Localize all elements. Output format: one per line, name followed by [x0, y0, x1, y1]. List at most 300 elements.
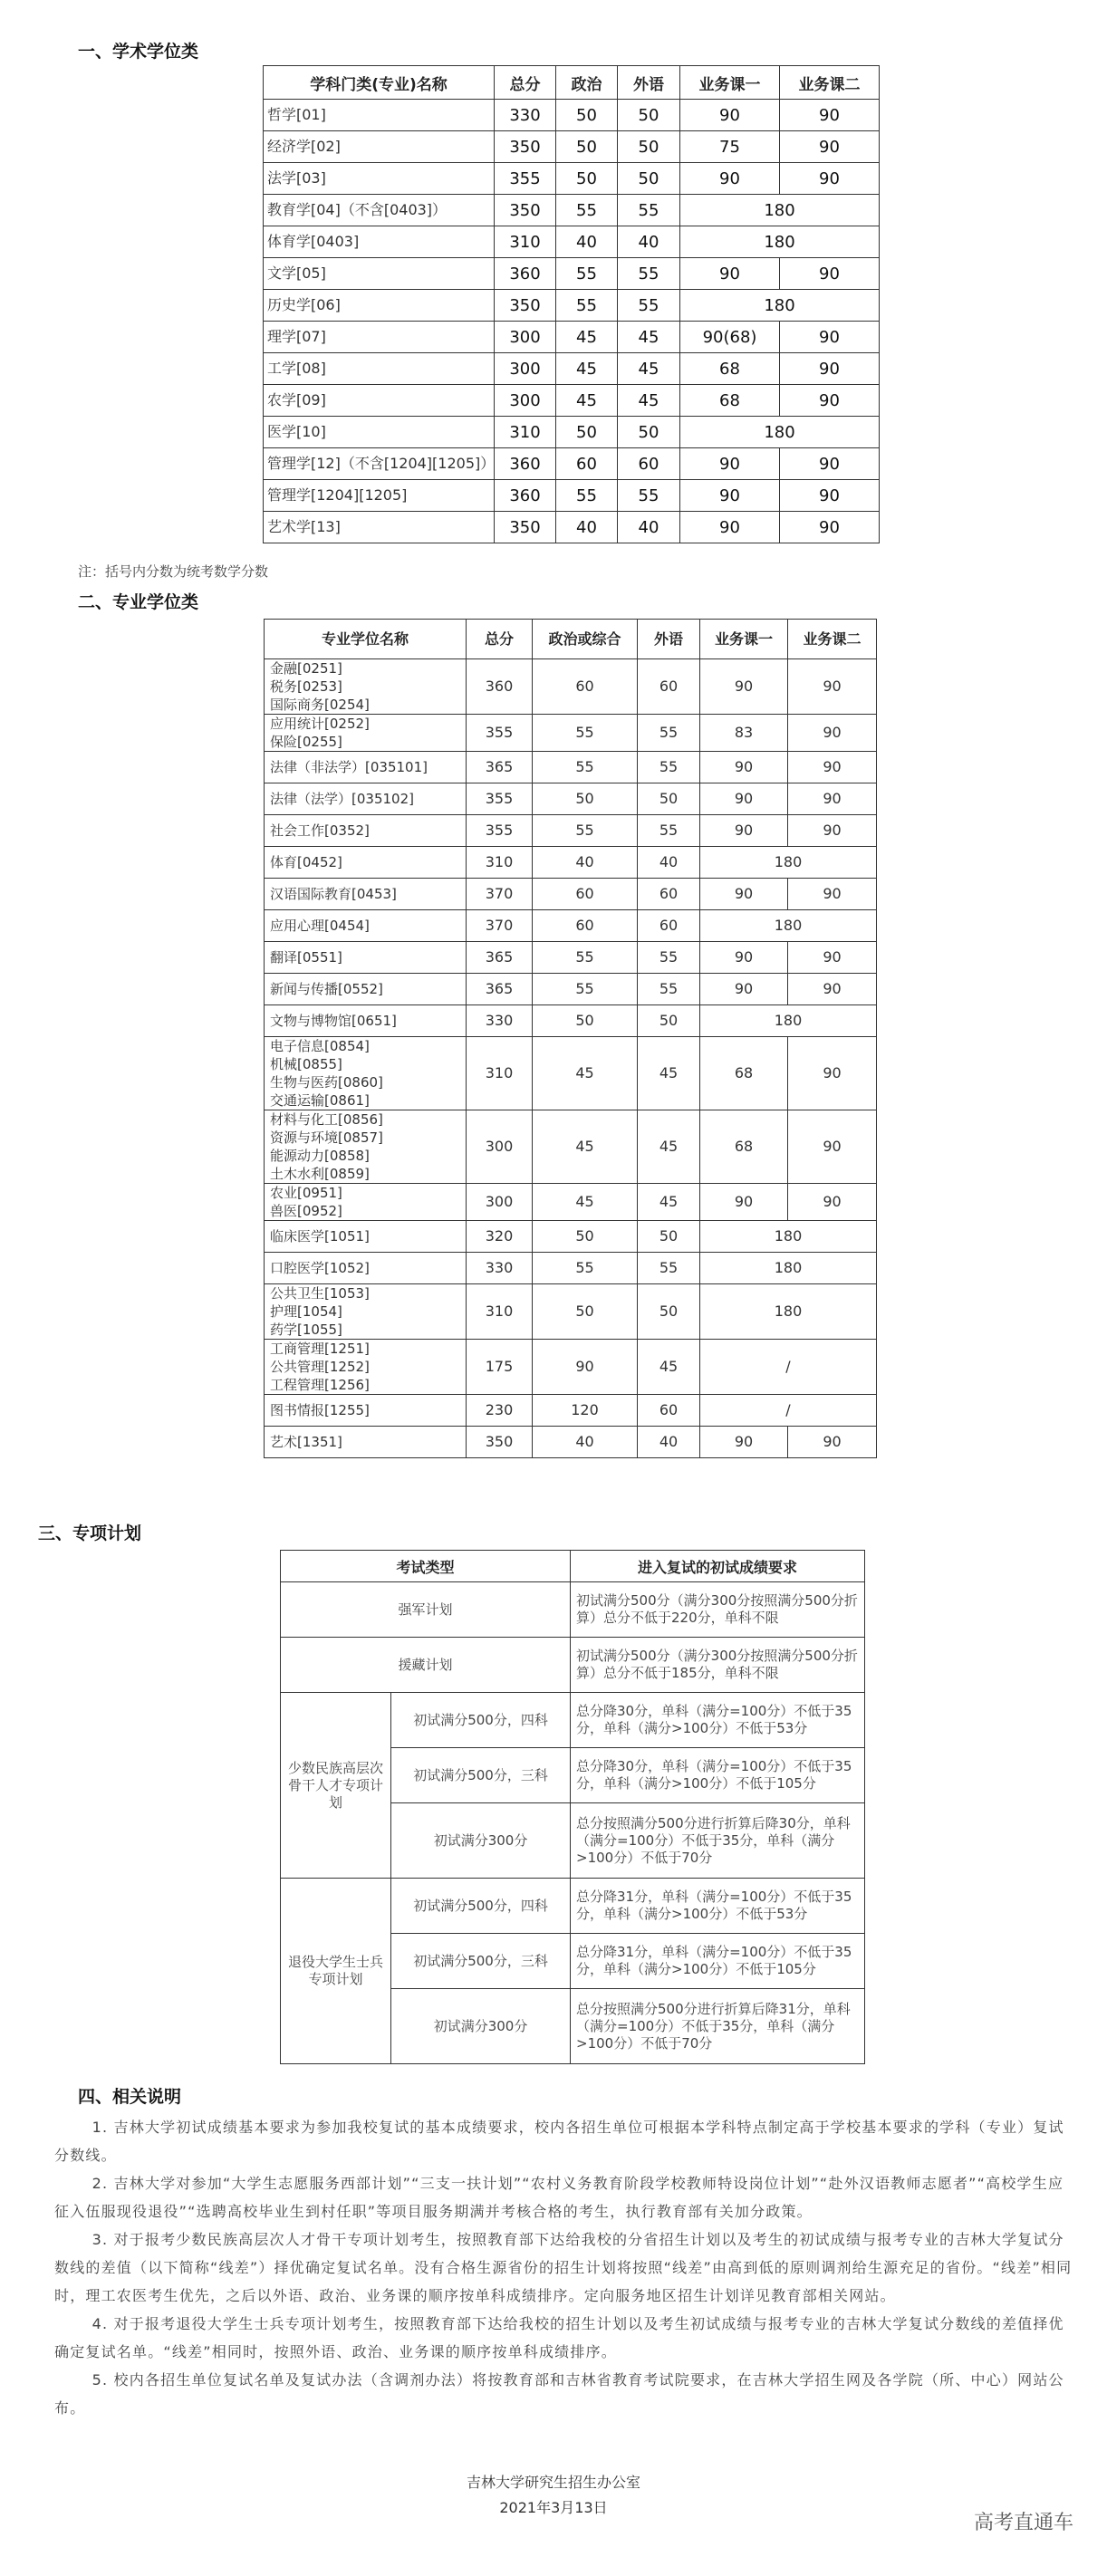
- table-cell: 360: [495, 258, 556, 290]
- table-row: [265, 715, 877, 752]
- table-cell: 50: [533, 783, 638, 815]
- table-cell: 300: [467, 1110, 533, 1184]
- degree-name-cell: [265, 1037, 467, 1110]
- table-row: [265, 1340, 877, 1395]
- degree-name: 公共管理[1252]: [270, 1359, 370, 1375]
- table-cell: 230: [467, 1395, 533, 1427]
- table-cell: 40: [533, 1427, 638, 1458]
- table-cell: 90: [680, 258, 780, 290]
- table-cell: 90: [788, 715, 877, 752]
- degree-name-cell: [265, 1395, 467, 1427]
- requirement-cell: 总分降30分，单科（满分=100分）不低于35分，单科（满分>100分）不低于105分: [571, 1748, 865, 1803]
- table-cell: 330: [467, 1253, 533, 1284]
- table-cell: 90: [700, 1184, 788, 1221]
- degree-name: 药学[1055]: [270, 1322, 342, 1338]
- table-row: [264, 353, 880, 385]
- table-cell: 45: [556, 385, 618, 417]
- table-cell: 体育学[0403]: [264, 226, 495, 258]
- table-cell: 哲学[01]: [264, 100, 495, 131]
- special-plan-table: [280, 1550, 865, 2064]
- degree-name: 临床医学[1051]: [270, 1228, 370, 1245]
- table-cell: 50: [638, 1221, 700, 1253]
- note-item: 3. 对于报考少数民族高层次人才骨干专项计划考生，按照教育部下达给我校的分省招生计划以及考生的初试成绩与报考专业的吉林大学复试分数线的差值（以下简称“线差”）择优确定复试名单。没有合格生源省份的招生计划将按照“线差”由高到低的原则调剂给生源充足的省份。“线差”相同时，理工农医考生优先，之后以外语、政治、业务课的顺序按单科成绩排序。定向服务地区招生计划详见教育部相关网站。: [54, 2231, 1073, 2304]
- degree-name: 资源与环境[0857]: [270, 1129, 383, 1146]
- table-cell: 50: [556, 100, 618, 131]
- table-cell: 90: [780, 163, 880, 195]
- table-cell: 90: [780, 100, 880, 131]
- header-cell: 进入复试的初试成绩要求: [571, 1551, 865, 1582]
- table-row: [265, 942, 877, 974]
- table-cell: 90: [533, 1340, 638, 1395]
- degree-name: 税务[0253]: [270, 678, 342, 695]
- degree-name: 金融[0251]: [270, 660, 342, 677]
- note-item: 1. 吉林大学初试成绩基本要求为参加我校复试的基本成绩要求，校内各招生单位可根据本学科特点制定高于学校基本要求的学科（专业）复试分数线。: [54, 2119, 1064, 2164]
- degree-name: 工商管理[1251]: [270, 1341, 370, 1357]
- table-cell: 320: [467, 1221, 533, 1253]
- degree-name: 新闻与传播[0552]: [270, 981, 383, 997]
- table-cell: 90: [788, 815, 877, 847]
- section1-heading: 一、学术学位类: [78, 42, 199, 62]
- exam-type-cell: 援藏计划: [281, 1638, 571, 1693]
- table-row: [264, 131, 880, 163]
- table-row: [264, 258, 880, 290]
- table-cell: 40: [533, 847, 638, 879]
- table-row: [264, 417, 880, 448]
- header-cell: 业务课一: [700, 620, 788, 659]
- table-cell: 55: [638, 974, 700, 1005]
- watermark: 高考直通车: [974, 2512, 1074, 2534]
- table-cell: 68: [680, 353, 780, 385]
- table-cell: 医学[10]: [264, 417, 495, 448]
- table-cell: 理学[07]: [264, 322, 495, 353]
- table-header-row: [265, 620, 877, 659]
- table-cell: 55: [618, 258, 680, 290]
- degree-name-cell: [265, 1284, 467, 1340]
- table-cell: 90: [780, 480, 880, 512]
- table-cell: 90: [788, 974, 877, 1005]
- table-cell: 55: [533, 715, 638, 752]
- table-cell: 360: [495, 448, 556, 480]
- table-row: [265, 1395, 877, 1427]
- table-cell: 50: [533, 1284, 638, 1340]
- table-cell: 310: [495, 417, 556, 448]
- table-cell: 45: [638, 1184, 700, 1221]
- degree-name: 工程管理[1256]: [270, 1377, 370, 1393]
- table-cell: 教育学[04]（不含[0403]）: [264, 195, 495, 226]
- degree-name-cell: [265, 910, 467, 942]
- table-cell: 350: [467, 1427, 533, 1458]
- table-cell: 310: [467, 1284, 533, 1340]
- table-cell: 60: [556, 448, 618, 480]
- degree-name-cell: [265, 1340, 467, 1395]
- degree-name-cell: [265, 974, 467, 1005]
- exam-type-cell: 初试满分300分: [391, 1989, 571, 2064]
- degree-name-cell: [265, 1184, 467, 1221]
- degree-name: 生物与医药[0860]: [270, 1074, 383, 1091]
- header-cell: 政治或综合: [533, 620, 638, 659]
- table-row: [264, 226, 880, 258]
- table-row: [281, 1879, 865, 1934]
- table-cell: 50: [556, 131, 618, 163]
- table-cell: 180: [700, 1284, 877, 1340]
- table-row: [265, 752, 877, 783]
- header-cell: 业务课二: [788, 620, 877, 659]
- table-cell: 180: [680, 417, 880, 448]
- table-cell: 350: [495, 512, 556, 543]
- table-header-row: [281, 1551, 865, 1582]
- table-cell: 355: [495, 163, 556, 195]
- table-cell: 55: [556, 290, 618, 322]
- table-row: [264, 195, 880, 226]
- table-row: [265, 815, 877, 847]
- table-cell: 90: [700, 879, 788, 910]
- degree-name: 应用心理[0454]: [270, 918, 370, 934]
- table-cell: 55: [618, 480, 680, 512]
- table-cell: 60: [638, 879, 700, 910]
- table-cell: 55: [533, 942, 638, 974]
- degree-name: 交通运输[0861]: [270, 1092, 370, 1109]
- table-cell: 55: [556, 195, 618, 226]
- degree-name: 土木水利[0859]: [270, 1166, 370, 1182]
- exam-type-cell: 初试满分300分: [391, 1803, 571, 1879]
- table-cell: 55: [638, 815, 700, 847]
- note-item: 4. 对于报考退役大学生士兵专项计划考生，按照教育部下达给我校的招生计划以及考生初试成绩与报考专业的吉林大学复试分数线的差值择优确定复试名单。“线差”相同时，按照外语、政治、业务课的顺序按单科成绩排序。: [54, 2315, 1064, 2360]
- exam-type-cell: 强军计划: [281, 1582, 571, 1638]
- table-cell: 350: [495, 290, 556, 322]
- table-cell: 90: [788, 879, 877, 910]
- section2-heading: 二、专业学位类: [78, 592, 199, 612]
- table-cell: 40: [556, 512, 618, 543]
- table-cell: 55: [618, 195, 680, 226]
- table-cell: 60: [638, 659, 700, 715]
- table-cell: 90: [700, 1427, 788, 1458]
- note-item: 2. 吉林大学对参加“大学生志愿服务西部计划”“三支一扶计划”“农村义务教育阶段学校教师特设岗位计划”“赴外汉语教师志愿者”“高校学生应征入伍服现役退役”“选聘高校毕业生到村任职”等项目服务期满并考核合格的考生，执行教育部有关加分政策。: [54, 2175, 1064, 2220]
- academic-degree-table: [263, 65, 880, 543]
- requirement-cell: 总分降31分，单科（满分=100分）不低于35分，单科（满分>100分）不低于53分: [571, 1879, 865, 1934]
- table-cell: 350: [495, 195, 556, 226]
- requirement-cell: 初试满分500分（满分300分按照满分500分折算）总分不低于185分，单科不限: [571, 1638, 865, 1693]
- table-cell: 55: [618, 290, 680, 322]
- table-row: [264, 512, 880, 543]
- table-cell: 90: [780, 385, 880, 417]
- section3-heading: 三、专项计划: [38, 1523, 142, 1543]
- table-cell: 330: [495, 100, 556, 131]
- table-row: [281, 1693, 865, 1748]
- header-cell: 外语: [638, 620, 700, 659]
- table-cell: 120: [533, 1395, 638, 1427]
- table-cell: 365: [467, 974, 533, 1005]
- plan-group-cell: 退役大学生士兵专项计划: [281, 1879, 391, 2064]
- degree-name: 翻译[0551]: [270, 949, 342, 966]
- table-cell: 90: [680, 512, 780, 543]
- table-cell: 330: [467, 1005, 533, 1037]
- degree-name-cell: [265, 847, 467, 879]
- table-cell: 180: [680, 195, 880, 226]
- table-cell: 50: [556, 417, 618, 448]
- table-cell: 工学[08]: [264, 353, 495, 385]
- degree-name: 应用统计[0252]: [270, 716, 370, 732]
- table-cell: 60: [533, 879, 638, 910]
- table-cell: 310: [467, 847, 533, 879]
- table-cell: 90: [788, 659, 877, 715]
- table-row: [265, 1110, 877, 1184]
- table-cell: 90: [680, 100, 780, 131]
- table-cell: 50: [638, 1284, 700, 1340]
- table-cell: 175: [467, 1340, 533, 1395]
- table-cell: 45: [618, 322, 680, 353]
- table-cell: 90: [788, 1037, 877, 1110]
- exam-type-cell: 初试满分500分，三科: [391, 1748, 571, 1803]
- table-row: [264, 100, 880, 131]
- table-cell: 180: [700, 847, 877, 879]
- table-cell: 90: [700, 942, 788, 974]
- signature-date: 2021年3月13日: [499, 2499, 608, 2516]
- degree-name: 图书情报[1255]: [270, 1402, 370, 1418]
- degree-name-cell: [265, 1221, 467, 1253]
- table-cell: 365: [467, 942, 533, 974]
- degree-name: 公共卫生[1053]: [270, 1285, 370, 1302]
- table-cell: 45: [618, 353, 680, 385]
- table-row: [265, 1184, 877, 1221]
- table-row: [265, 1005, 877, 1037]
- table-cell: 68: [680, 385, 780, 417]
- table-cell: 45: [638, 1110, 700, 1184]
- table-cell: 355: [467, 815, 533, 847]
- table-cell: 360: [495, 480, 556, 512]
- table-cell: 60: [533, 910, 638, 942]
- table-cell: 55: [556, 258, 618, 290]
- table-row: [281, 1638, 865, 1693]
- table-cell: 90: [700, 783, 788, 815]
- section4-heading: 四、相关说明: [78, 2087, 182, 2107]
- table-row: [265, 1427, 877, 1458]
- degree-name-cell: [265, 1005, 467, 1037]
- degree-name-cell: [265, 659, 467, 715]
- table-cell: 50: [618, 100, 680, 131]
- exam-type-cell: 初试满分500分，三科: [391, 1934, 571, 1989]
- table-cell: 40: [618, 512, 680, 543]
- exam-type-cell: 初试满分500分，四科: [391, 1693, 571, 1748]
- table-cell: 83: [700, 715, 788, 752]
- table-cell: 90: [780, 512, 880, 543]
- degree-name: 能源动力[0858]: [270, 1148, 370, 1164]
- degree-name: 法律（法学）[035102]: [270, 791, 414, 807]
- degree-name: 社会工作[0352]: [270, 822, 370, 839]
- table-cell: 180: [680, 226, 880, 258]
- header-cell: 业务课二: [780, 66, 880, 100]
- table-cell: 180: [700, 1253, 877, 1284]
- table-row: [265, 847, 877, 879]
- table-cell: 90(68): [680, 322, 780, 353]
- table-row: [265, 1253, 877, 1284]
- table-row: [264, 385, 880, 417]
- degree-name-cell: [265, 942, 467, 974]
- table-row: [265, 659, 877, 715]
- table-cell: 310: [467, 1037, 533, 1110]
- table-cell: 40: [618, 226, 680, 258]
- header-cell: 总分: [495, 66, 556, 100]
- table-note: 注：括号内分数为统考数学分数: [78, 563, 269, 580]
- table-cell: 180: [680, 290, 880, 322]
- table-cell: 90: [788, 1427, 877, 1458]
- table-cell: 45: [638, 1037, 700, 1110]
- degree-name-cell: [265, 879, 467, 910]
- degree-name-cell: [265, 1253, 467, 1284]
- table-row: [265, 879, 877, 910]
- table-row: [265, 910, 877, 942]
- table-cell: 40: [638, 847, 700, 879]
- header-cell: 考试类型: [281, 1551, 571, 1582]
- table-cell: 55: [533, 1253, 638, 1284]
- table-cell: 55: [638, 715, 700, 752]
- table-cell: 90: [700, 974, 788, 1005]
- table-cell: 360: [467, 659, 533, 715]
- table-cell: 90: [788, 752, 877, 783]
- table-cell: 40: [638, 1427, 700, 1458]
- table-cell: 45: [556, 322, 618, 353]
- degree-name: 兽医[0952]: [270, 1203, 342, 1219]
- degree-name: 汉语国际教育[0453]: [270, 886, 397, 902]
- table-cell: 55: [556, 480, 618, 512]
- table-cell: 40: [556, 226, 618, 258]
- table-row: [265, 1037, 877, 1110]
- header-cell: 学科门类(专业)名称: [264, 66, 495, 100]
- table-cell: /: [700, 1395, 877, 1427]
- note-item: 5. 校内各招生单位复试名单及复试办法（含调剂办法）将按教育部和吉林省教育考试院要求，在吉林大学招生网及各学院（所、中心）网站公布。: [54, 2371, 1064, 2417]
- header-cell: 专业学位名称: [265, 620, 467, 659]
- table-cell: 45: [533, 1037, 638, 1110]
- degree-name-cell: [265, 1427, 467, 1458]
- degree-name: 农业[0951]: [270, 1185, 342, 1201]
- table-cell: /: [700, 1340, 877, 1395]
- table-row: [264, 290, 880, 322]
- degree-name: 体育[0452]: [270, 854, 342, 870]
- table-cell: 365: [467, 752, 533, 783]
- table-cell: 300: [467, 1184, 533, 1221]
- degree-name: 材料与化工[0856]: [270, 1111, 383, 1128]
- table-row: [265, 1284, 877, 1340]
- requirement-cell: 总分按照满分500分进行折算后降31分，单科（满分=100分）不低于35分，单科（满分>100分）不低于70分: [571, 1989, 865, 2064]
- table-cell: 60: [533, 659, 638, 715]
- table-cell: 300: [495, 353, 556, 385]
- degree-name-cell: [265, 1110, 467, 1184]
- table-cell: 50: [618, 163, 680, 195]
- table-cell: 50: [556, 163, 618, 195]
- table-row: [264, 163, 880, 195]
- signature-office: 吉林大学研究生招生办公室: [466, 2474, 640, 2491]
- table-cell: 90: [780, 258, 880, 290]
- requirement-cell: 总分降31分，单科（满分=100分）不低于35分，单科（满分>100分）不低于105分: [571, 1934, 865, 1989]
- degree-name-cell: [265, 783, 467, 815]
- degree-name: 保险[0255]: [270, 734, 342, 750]
- table-row: [265, 1221, 877, 1253]
- table-cell: 355: [467, 715, 533, 752]
- degree-name-cell: [265, 715, 467, 752]
- table-cell: 68: [700, 1037, 788, 1110]
- notes-list: [54, 2113, 1074, 2422]
- table-cell: 45: [618, 385, 680, 417]
- table-cell: 55: [533, 752, 638, 783]
- degree-name: 国际商务[0254]: [270, 697, 370, 713]
- table-cell: 经济学[02]: [264, 131, 495, 163]
- table-cell: 45: [638, 1340, 700, 1395]
- table-row: [265, 974, 877, 1005]
- table-header-row: [264, 66, 880, 100]
- table-cell: 45: [533, 1110, 638, 1184]
- table-row: [281, 1582, 865, 1638]
- table-cell: 90: [788, 942, 877, 974]
- header-cell: 政治: [556, 66, 618, 100]
- table-cell: 90: [680, 448, 780, 480]
- requirement-cell: 初试满分500分（满分300分按照满分500分折算）总分不低于220分，单科不限: [571, 1582, 865, 1638]
- degree-name: 文物与博物馆[0651]: [270, 1013, 397, 1029]
- table-cell: 90: [780, 322, 880, 353]
- table-cell: 55: [638, 942, 700, 974]
- table-cell: 90: [780, 448, 880, 480]
- table-cell: 370: [467, 879, 533, 910]
- degree-name: 口腔医学[1052]: [270, 1260, 370, 1276]
- table-cell: 艺术学[13]: [264, 512, 495, 543]
- degree-name: 机械[0855]: [270, 1056, 342, 1072]
- header-cell: 业务课一: [680, 66, 780, 100]
- table-cell: 90: [788, 783, 877, 815]
- table-cell: 300: [495, 385, 556, 417]
- table-cell: 90: [680, 480, 780, 512]
- plan-group-cell: 少数民族高层次骨干人才专项计划: [281, 1693, 391, 1879]
- degree-name-cell: [265, 752, 467, 783]
- table-cell: 农学[09]: [264, 385, 495, 417]
- table-cell: 50: [618, 131, 680, 163]
- table-cell: 90: [700, 752, 788, 783]
- table-cell: 法学[03]: [264, 163, 495, 195]
- table-cell: 50: [618, 417, 680, 448]
- exam-type-cell: 初试满分500分，四科: [391, 1879, 571, 1934]
- requirement-cell: 总分降30分，单科（满分=100分）不低于35分，单科（满分>100分）不低于53分: [571, 1693, 865, 1748]
- table-row: [264, 448, 880, 480]
- table-cell: 60: [638, 910, 700, 942]
- requirement-cell: 总分按照满分500分进行折算后降30分，单科（满分=100分）不低于35分，单科（满分>100分）不低于70分: [571, 1803, 865, 1879]
- table-cell: 50: [638, 1005, 700, 1037]
- table-row: [264, 480, 880, 512]
- table-cell: 管理学[12]（不含[1204][1205]）: [264, 448, 495, 480]
- table-cell: 50: [638, 783, 700, 815]
- table-cell: 管理学[1204][1205]: [264, 480, 495, 512]
- table-cell: 45: [533, 1184, 638, 1221]
- degree-name: 法律（非法学）[035101]: [270, 759, 428, 775]
- table-cell: 60: [638, 1395, 700, 1427]
- table-cell: 55: [638, 752, 700, 783]
- table-cell: 60: [618, 448, 680, 480]
- table-cell: 50: [533, 1221, 638, 1253]
- table-cell: 300: [495, 322, 556, 353]
- table-cell: 55: [533, 815, 638, 847]
- table-cell: 90: [700, 659, 788, 715]
- table-cell: 90: [788, 1184, 877, 1221]
- table-cell: 75: [680, 131, 780, 163]
- table-cell: 文学[05]: [264, 258, 495, 290]
- table-cell: 90: [788, 1110, 877, 1184]
- degree-name: 艺术[1351]: [270, 1434, 342, 1450]
- table-cell: 45: [556, 353, 618, 385]
- table-cell: 90: [780, 131, 880, 163]
- degree-name-cell: [265, 815, 467, 847]
- table-cell: 370: [467, 910, 533, 942]
- table-cell: 90: [680, 163, 780, 195]
- table-cell: 350: [495, 131, 556, 163]
- header-cell: 总分: [467, 620, 533, 659]
- table-cell: 68: [700, 1110, 788, 1184]
- table-cell: 180: [700, 1005, 877, 1037]
